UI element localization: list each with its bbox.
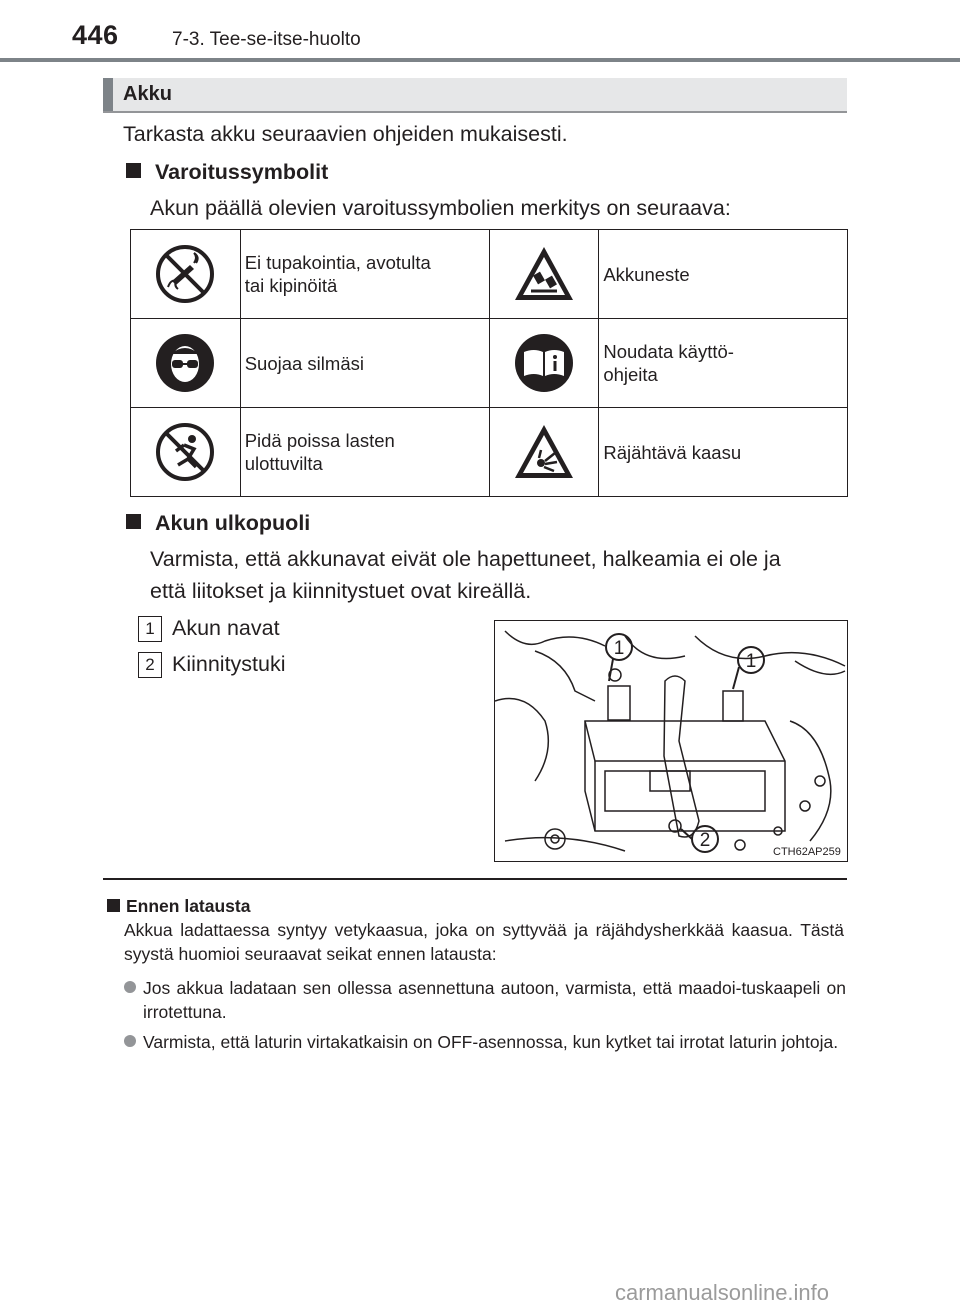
- symbol-label-line: Noudata käyttö-: [603, 341, 734, 362]
- symbol-label-line: Akkuneste: [603, 263, 690, 285]
- icon-cell: [131, 408, 241, 497]
- exterior-line-1: Varmista, että akkunavat eivät ole hapettuneet, halkeamia ei ole ja: [150, 547, 781, 571]
- warning-symbols-description: Akun päällä olevien varoitussymbolien merkitys on seuraava:: [150, 196, 731, 220]
- square-bullet-icon: [107, 899, 120, 912]
- section-title: Akku: [123, 83, 172, 105]
- symbol-label-cell: [240, 319, 489, 408]
- read-manual-icon: [513, 332, 575, 394]
- legend-item-1: [138, 613, 280, 643]
- square-bullet-icon: [126, 514, 141, 529]
- symbol-label-line: Suojaa silmäsi: [244, 352, 364, 374]
- warning-symbols-heading-text: Varoitussymbolit: [155, 160, 329, 184]
- icon-cell: [489, 230, 599, 319]
- callout-number: 1: [138, 616, 162, 642]
- no-smoking-icon: [154, 243, 216, 305]
- symbol-label-line: ohjeita: [603, 364, 658, 385]
- section-title-bar: [103, 78, 847, 113]
- symbol-label-line: Ei tupakointia, avotulta: [244, 252, 431, 273]
- bullet-text: Varmista, että laturin virtakatkaisin on OFF-asennossa, kun kytket tai irrotat laturin johtoja.: [143, 1032, 839, 1052]
- page-number: 446: [72, 20, 119, 50]
- section-rule: [103, 878, 847, 880]
- symbol-label-line: tai kipinöitä: [244, 275, 338, 296]
- warning-symbols-heading: [126, 157, 328, 187]
- symbol-label-cell: [599, 319, 848, 408]
- symbol-label-line: Räjähtävä kaasu: [603, 441, 742, 463]
- keep-away-children-icon: [154, 421, 216, 483]
- table-row: [131, 408, 848, 497]
- bullet-text: Jos akkua ladataan sen ollessa asennettuna autoon, varmista, että maadoi-tuskaapeli on irrotettuna.: [143, 978, 846, 1022]
- charging-paragraph: Akkua ladattaessa syntyy vetykaasua, joka on syttyvää ja räjähdysherkkää kaasua. Tästä syystä huomioi seuraavat seikat ennen latausta:: [124, 920, 844, 964]
- battery-line-drawing: [495, 621, 847, 861]
- legend-label: Akun navat: [172, 616, 280, 640]
- battery-illustration: [494, 620, 848, 862]
- legend-label: Kiinnitystuki: [172, 652, 286, 676]
- section-reference: 7-3. Tee-se-itse-huolto: [172, 29, 361, 50]
- eye-protection-icon: [154, 332, 216, 394]
- icon-cell: [489, 408, 599, 497]
- callout-number: 2: [138, 652, 162, 678]
- exterior-heading: [126, 508, 310, 538]
- intro-text: Tarkasta akku seuraavien ohjeiden mukaisesti.: [123, 122, 568, 146]
- round-bullet-icon: [124, 1035, 136, 1047]
- icon-cell: [131, 230, 241, 319]
- figure-callout-2: 2: [699, 830, 711, 851]
- charging-bullet-1: [124, 976, 846, 1024]
- symbol-label-line: Pidä poissa lasten: [244, 430, 395, 451]
- figure-code: CTH62AP259: [773, 846, 841, 858]
- watermark: carmanualsonline.info: [615, 1280, 830, 1305]
- title-stripe: [103, 78, 113, 111]
- icon-cell: [131, 319, 241, 408]
- charging-bullet-2: [124, 1030, 846, 1054]
- table-row: [131, 319, 848, 408]
- warning-symbols-table: [130, 229, 848, 497]
- figure-callout-1: 1: [613, 638, 625, 659]
- charging-heading: [107, 894, 250, 918]
- exterior-line-2: että liitokset ja kiinnitystuet ovat kireällä.: [150, 579, 532, 603]
- symbol-label-cell: [240, 408, 489, 497]
- symbol-label-cell: [599, 230, 848, 319]
- table-row: [131, 230, 848, 319]
- battery-acid-icon: [511, 243, 577, 305]
- symbol-label-cell: [240, 230, 489, 319]
- legend-item-2: [138, 649, 286, 679]
- symbol-label-cell: [599, 408, 848, 497]
- figure-callout-1b: 1: [745, 651, 757, 672]
- explosive-gas-icon: [511, 421, 577, 483]
- exterior-heading-text: Akun ulkopuoli: [155, 511, 311, 535]
- icon-cell: [489, 319, 599, 408]
- symbol-label-line: ulottuvilta: [244, 453, 323, 474]
- round-bullet-icon: [124, 981, 136, 993]
- header-rule: [0, 58, 960, 62]
- square-bullet-icon: [126, 163, 141, 178]
- charging-heading-text: Ennen latausta: [126, 896, 251, 916]
